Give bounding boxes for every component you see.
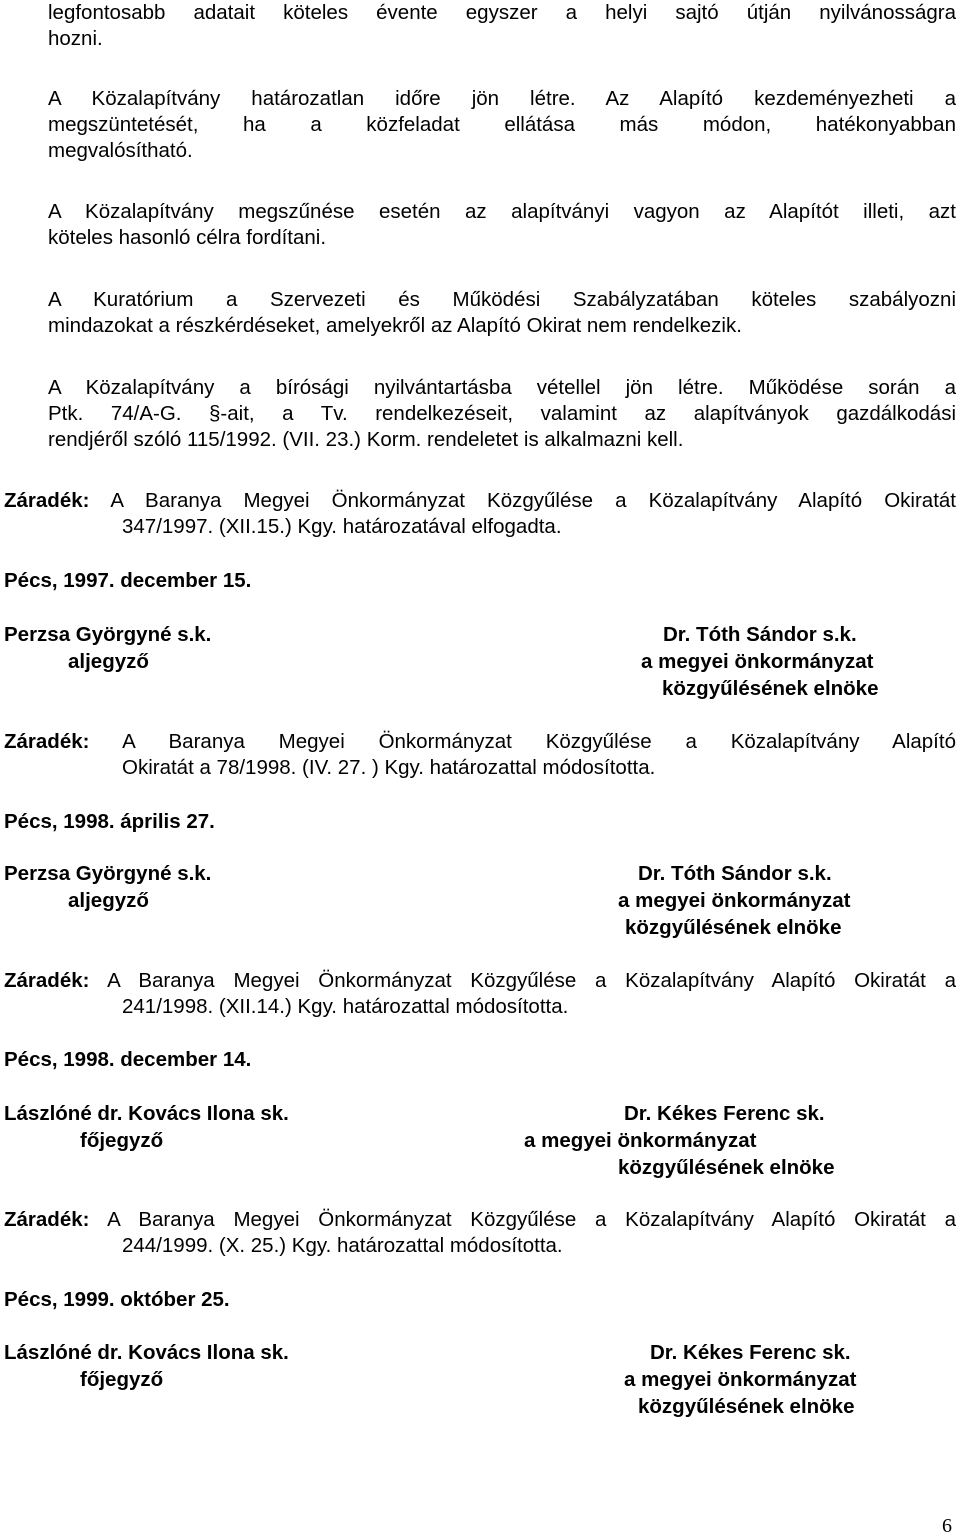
text-line: A Közalapítvány a bírósági nyilvántartásba vétellel jön létre. Működése során a <box>48 376 956 399</box>
clause-label: Záradék: <box>4 1208 90 1231</box>
clause-4 <box>4 1207 956 1259</box>
clause-line <box>4 968 956 994</box>
text-line: A Kuratórium a Szervezeti és Működési Szabályzatában köteles szabályozni <box>48 288 956 311</box>
text-line: A Közalapítvány megszűnése esetén az alapítványi vagyon az Alapítót illeti, azt <box>48 200 956 223</box>
clause-date: Pécs, 1998. december 14. <box>4 1048 252 1071</box>
signature-left-title: aljegyző <box>68 650 149 673</box>
signature-left-title: főjegyző <box>80 1368 164 1391</box>
signature-right-name: Dr. Tóth Sándor s.k. <box>663 623 857 646</box>
signature-left-name: Perzsa Györgyné s.k. <box>4 862 212 885</box>
clause-line <box>4 488 956 514</box>
signature-right-title: a megyei önkormányzat <box>641 650 874 673</box>
clause-label: Záradék: <box>4 489 90 512</box>
text-line: Ptk. 74/A-G. §-ait, a Tv. rendelkezéseit, valamint az alapítványok gazdálkodási <box>48 402 956 425</box>
clause-line <box>4 729 956 755</box>
text-line: hozni. <box>48 27 103 50</box>
signature-right-title: a megyei önkormányzat <box>524 1129 757 1152</box>
clause-line: 241/1998. (XII.14.) Kgy. határozattal módosította. <box>122 995 569 1018</box>
text-line: mindazokat a részkérdéseket, amelyekről az Alapító Okirat nem rendelkezik. <box>48 314 742 337</box>
text-line: köteles hasonló célra fordítani. <box>48 226 327 249</box>
text-line: A Közalapítvány határozatlan időre jön létre. Az Alapító kezdeményezheti a <box>48 87 956 110</box>
clause-text: A Baranya Megyei Önkormányzat Közgyűlése a Közalapítvány Alapító Okiratát a <box>107 969 956 992</box>
text-line: megszüntetését, ha a közfeladat ellátása más módon, hatékonyabban <box>48 113 956 136</box>
paragraph-dissolution <box>48 199 956 251</box>
signature-right-title: közgyűlésének elnöke <box>638 1395 855 1418</box>
clause-2 <box>4 729 956 781</box>
clause-date: Pécs, 1999. október 25. <box>4 1288 230 1311</box>
text-line: legfontosabb adatait köteles évente egyszer a helyi sajtó útján nyilvánosságra <box>48 1 956 24</box>
signature-right-name: Dr. Tóth Sándor s.k. <box>638 862 832 885</box>
clause-date: Pécs, 1998. április 27. <box>4 810 215 833</box>
clause-1 <box>4 488 956 540</box>
paragraph-duration <box>48 86 956 164</box>
clause-label: Záradék: <box>4 969 90 992</box>
signature-left-name: Lászlóné dr. Kovács Ilona sk. <box>4 1341 289 1364</box>
page-number: 6 <box>942 1515 952 1537</box>
signature-right-name: Dr. Kékes Ferenc sk. <box>624 1102 825 1125</box>
clause-line: 244/1999. (X. 25.) Kgy. határozattal módosította. <box>122 1234 563 1257</box>
signature-right-title: közgyűlésének elnöke <box>625 916 842 939</box>
signature-right-title: közgyűlésének elnöke <box>662 677 879 700</box>
text-line: megvalósítható. <box>48 139 193 162</box>
signature-right-title: közgyűlésének elnöke <box>618 1156 835 1179</box>
clause-line: Okiratát a 78/1998. (IV. 27. ) Kgy. határozattal módosította. <box>122 756 656 779</box>
clause-text: A Baranya Megyei Önkormányzat Közgyűlése a Közalapítvány Alapító <box>122 730 956 753</box>
paragraph-board-rules <box>48 287 956 339</box>
text-line: rendjéről szóló 115/1992. (VII. 23.) Korm. rendeletet is alkalmazni kell. <box>48 428 684 451</box>
signature-left-name: Perzsa Györgyné s.k. <box>4 623 212 646</box>
signature-right-name: Dr. Kékes Ferenc sk. <box>650 1341 851 1364</box>
clause-label: Záradék: <box>4 730 90 753</box>
clause-line: 347/1997. (XII.15.) Kgy. határozatával elfogadta. <box>122 515 562 538</box>
signature-left-title: aljegyző <box>68 889 149 912</box>
paragraph-publication <box>48 0 956 52</box>
clause-text: A Baranya Megyei Önkormányzat Közgyűlése a Közalapítvány Alapító Okiratát a <box>107 1208 956 1231</box>
signature-left-name: Lászlóné dr. Kovács Ilona sk. <box>4 1102 289 1125</box>
signature-right-title: a megyei önkormányzat <box>618 889 851 912</box>
signature-left-title: főjegyző <box>80 1129 164 1152</box>
clause-line <box>4 1207 956 1233</box>
clause-date: Pécs, 1997. december 15. <box>4 569 252 592</box>
clause-text: A Baranya Megyei Önkormányzat Közgyűlése a Közalapítvány Alapító Okiratát <box>110 489 956 512</box>
paragraph-registration <box>48 375 956 453</box>
signature-right-title: a megyei önkormányzat <box>624 1368 857 1391</box>
clause-3 <box>4 968 956 1020</box>
